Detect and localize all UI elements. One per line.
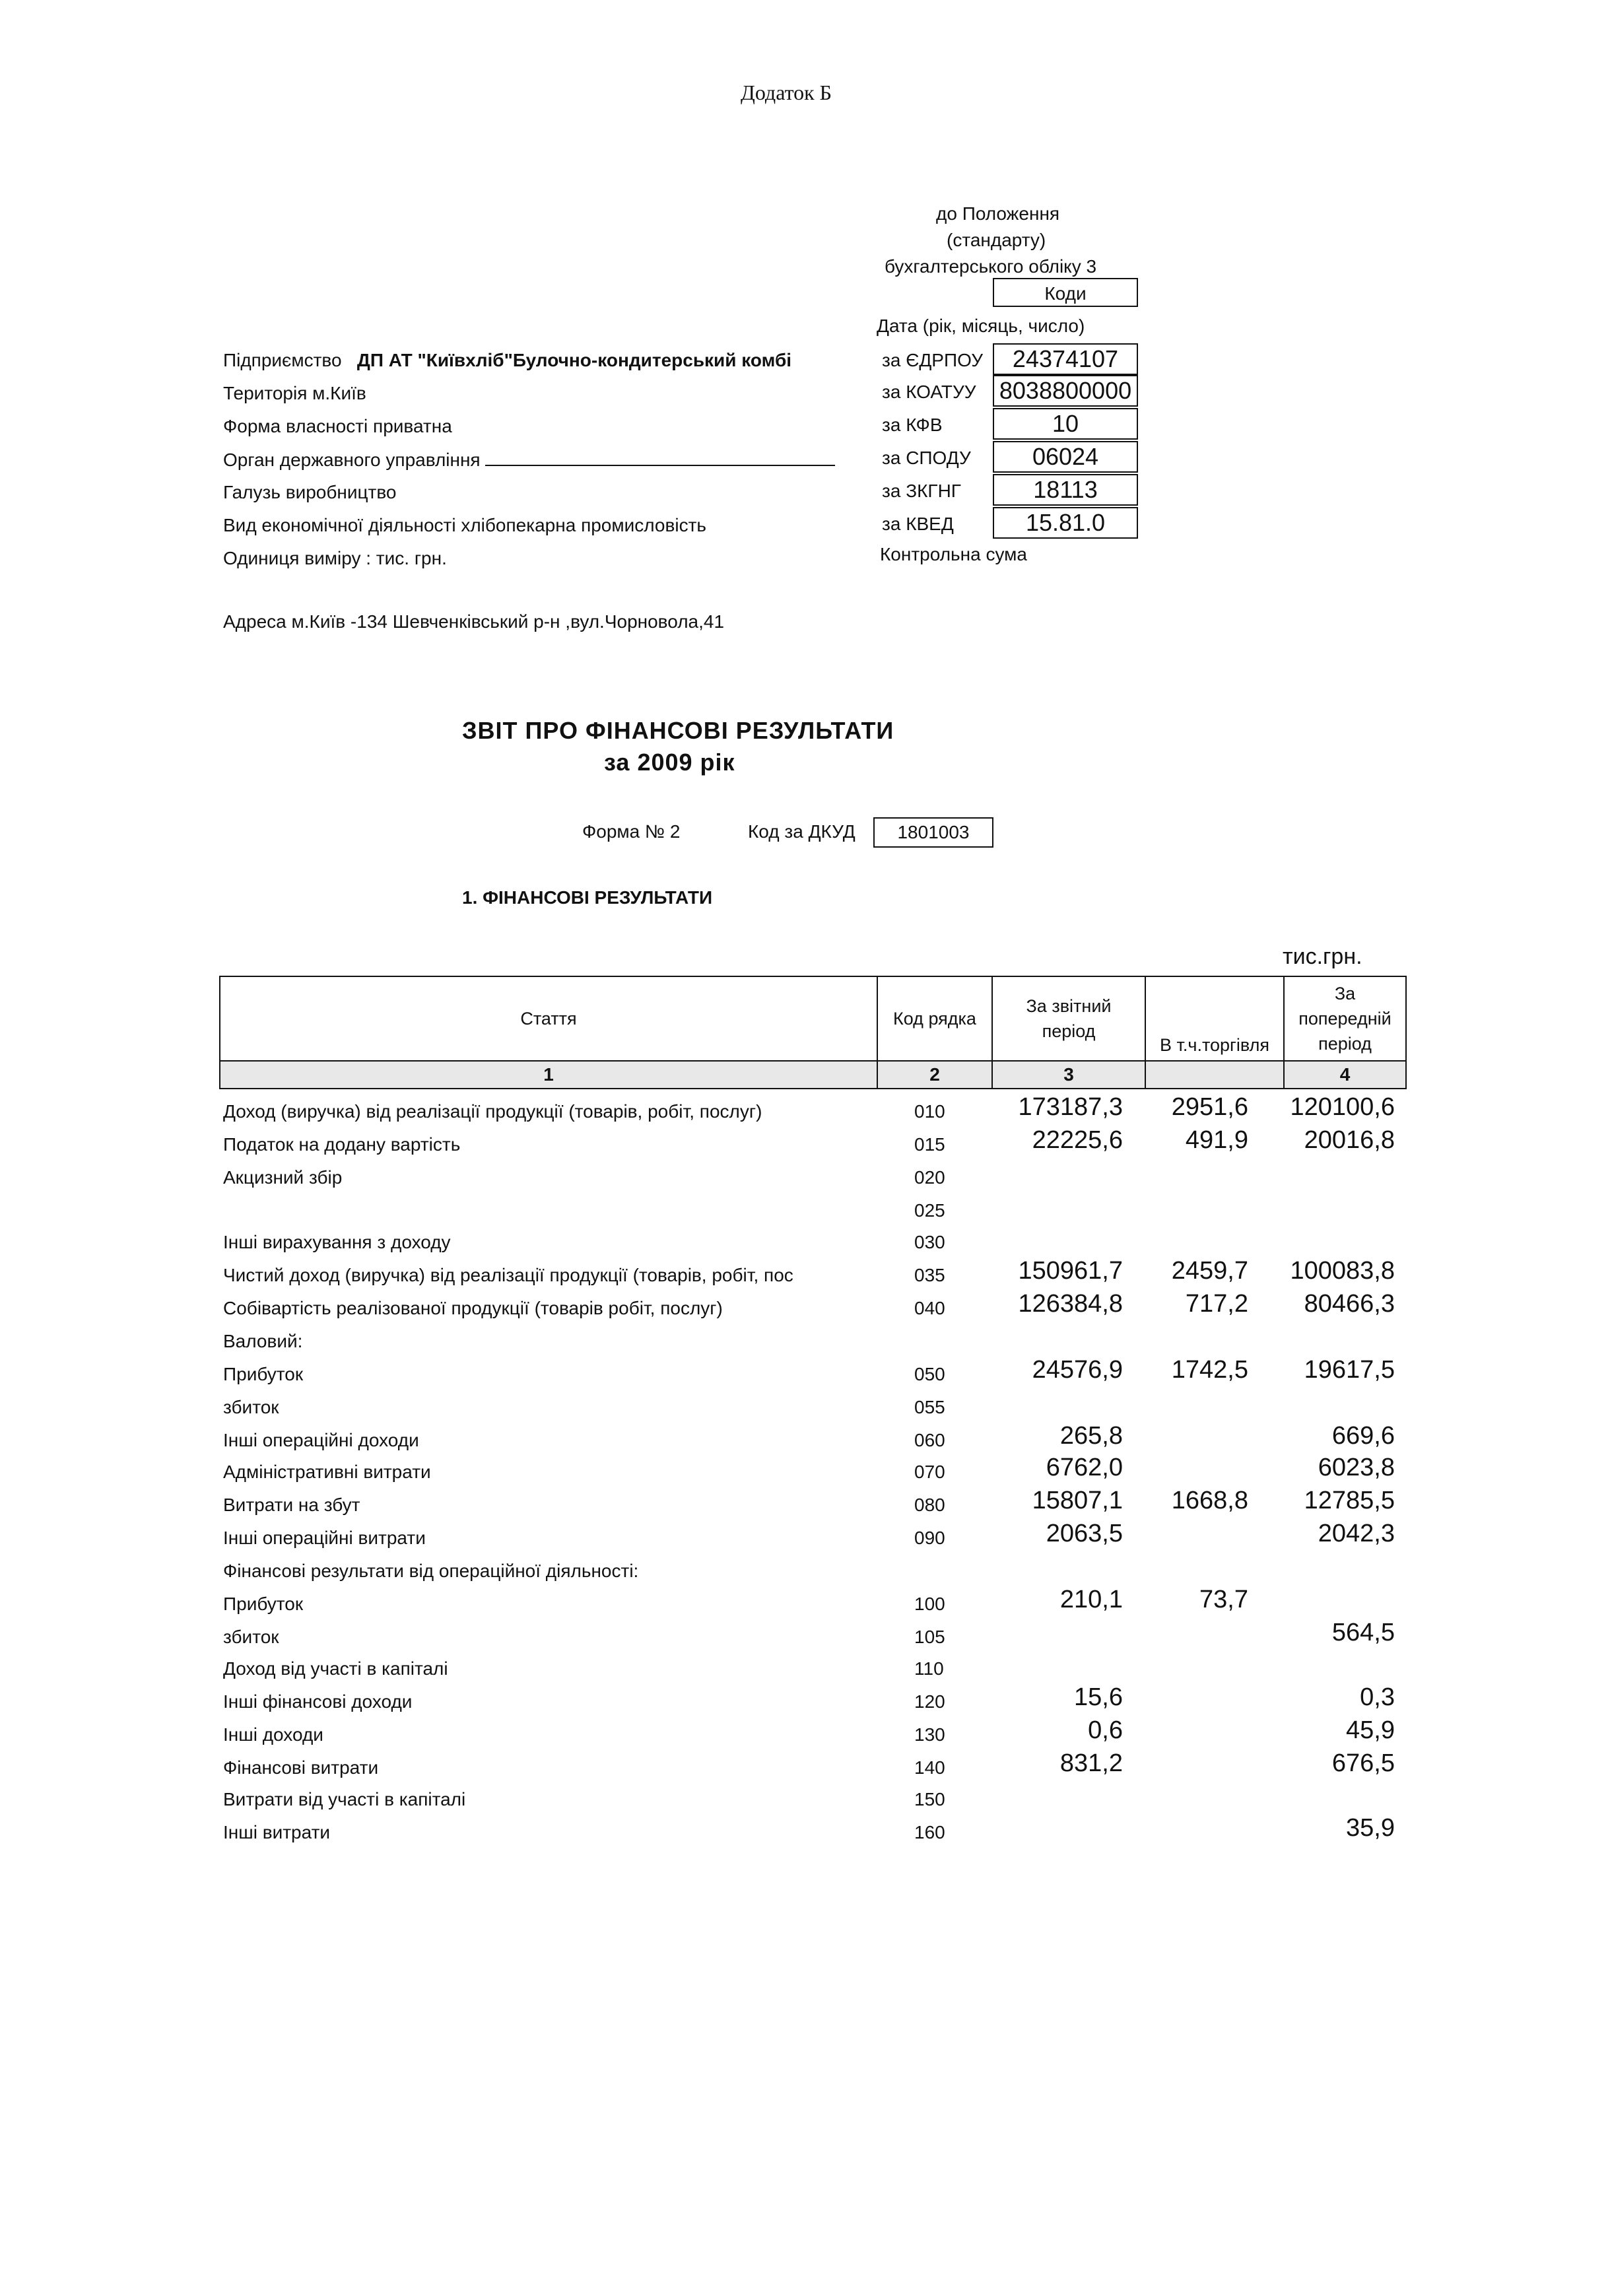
row-previous-value: 12785,5 <box>1304 1487 1395 1514</box>
activity-label: Вид економічної діяльності хлібопекарна промисловість <box>223 515 706 535</box>
zkgng-label: за ЗКГНГ <box>882 481 961 501</box>
row-previous-value: 2042,3 <box>1318 1520 1395 1547</box>
ownership-label: Форма власності приватна <box>223 416 452 436</box>
row-label: Витрати на збут <box>223 1495 360 1515</box>
unit-label: Одиниця виміру : тис. грн. <box>223 548 447 568</box>
row-previous-value: 120100,6 <box>1290 1093 1395 1121</box>
dkud-code: 1801003 <box>873 817 993 848</box>
row-code: 140 <box>914 1757 945 1778</box>
enterprise-label: Підприємство <box>223 350 342 370</box>
row-previous-value: 669,6 <box>1331 1422 1395 1450</box>
row-trade-value: 1742,5 <box>1171 1356 1248 1384</box>
row-reporting-value: 831,2 <box>1059 1749 1123 1777</box>
row-previous-value: 564,5 <box>1331 1619 1395 1646</box>
row-previous-value: 0,3 <box>1360 1683 1395 1711</box>
row-code: 050 <box>914 1364 945 1384</box>
row-label: Валовий: <box>223 1331 303 1351</box>
enterprise-row <box>223 350 791 371</box>
row-label: Інші вирахування з доходу <box>223 1232 451 1252</box>
row-code: 025 <box>914 1200 945 1221</box>
section-title: 1. ФІНАНСОВІ РЕЗУЛЬТАТИ <box>462 887 713 908</box>
row-label: Прибуток <box>223 1364 304 1384</box>
report-period: за 2009 рік <box>604 749 735 776</box>
row-label: Інші фінансові доходи <box>223 1691 413 1712</box>
row-reporting-value: 126384,8 <box>1018 1290 1123 1318</box>
form-label: Форма № 2 <box>582 821 681 842</box>
row-code: 070 <box>914 1462 945 1482</box>
row-label: Собівартість реалізованої продукції (товарів робіт, послуг) <box>223 1298 723 1318</box>
row-label: Прибуток <box>223 1594 304 1614</box>
kved-label: за КВЕД <box>882 514 954 534</box>
territory-label: Територія м.Київ <box>223 383 366 403</box>
koatuu-label: за КОАТУУ <box>882 382 976 402</box>
column-number-row <box>219 1060 1407 1089</box>
dkud-label: Код за ДКУД <box>748 821 855 842</box>
address: Адреса м.Київ -134 Шевченківський р-н ,вул.Чорновола,41 <box>223 611 725 632</box>
units-note: тис.грн. <box>1283 944 1362 969</box>
regulation-line-3: бухгалтерського обліку 3 <box>885 256 1097 277</box>
row-label: Інші витрати <box>223 1822 331 1842</box>
row-reporting-value: 265,8 <box>1059 1422 1123 1450</box>
header-reporting: За звітний період <box>993 977 1146 1060</box>
date-label: Дата (рік, місяць, число) <box>877 316 1085 336</box>
column-number-1: 1 <box>220 1062 878 1088</box>
zkgng-code: 18113 <box>993 474 1138 506</box>
row-trade-value: 491,9 <box>1185 1126 1248 1154</box>
column-number-trade <box>1146 1062 1285 1088</box>
row-code: 055 <box>914 1397 945 1417</box>
regulation-line-1: до Положення <box>936 203 1060 224</box>
row-previous-value: 35,9 <box>1346 1814 1395 1842</box>
row-reporting-value: 150961,7 <box>1018 1257 1123 1285</box>
row-previous-value: 676,5 <box>1331 1749 1395 1777</box>
codes-header: Коди <box>993 278 1138 307</box>
edrpou-label: за ЄДРПОУ <box>882 350 984 370</box>
row-reporting-value: 210,1 <box>1059 1586 1123 1613</box>
row-code: 110 <box>914 1658 944 1679</box>
spodu-code: 06024 <box>993 441 1138 473</box>
row-code: 020 <box>914 1167 945 1188</box>
row-code: 040 <box>914 1298 945 1318</box>
row-reporting-value: 24576,9 <box>1032 1356 1123 1384</box>
row-trade-value: 2459,7 <box>1171 1257 1248 1285</box>
row-label: Акцизний збір <box>223 1167 343 1188</box>
row-code: 150 <box>914 1789 945 1809</box>
row-label: Податок на додану вартість <box>223 1134 461 1155</box>
regulation-line-2: (стандарту) <box>947 230 1046 250</box>
row-label: Чистий доход (виручка) від реалізації продукції (товарів, робіт, пос <box>223 1265 793 1285</box>
row-code: 035 <box>914 1265 945 1285</box>
row-code: 015 <box>914 1134 945 1155</box>
kved-code: 15.81.0 <box>993 507 1138 539</box>
row-code: 080 <box>914 1495 945 1515</box>
appendix-label: Додаток Б <box>741 81 832 104</box>
row-label: збиток <box>223 1397 279 1417</box>
kfv-label: за КФВ <box>882 415 943 435</box>
enterprise-name: ДП АТ "Київхліб"Булочно-кондитерський комбі <box>356 350 792 370</box>
row-previous-value: 100083,8 <box>1290 1257 1395 1285</box>
row-label: Доход (виручка) від реалізації продукції (товарів, робіт, послуг) <box>223 1101 762 1122</box>
row-reporting-value: 15,6 <box>1074 1683 1123 1711</box>
row-previous-value: 80466,3 <box>1304 1290 1395 1318</box>
row-trade-value: 717,2 <box>1185 1290 1248 1318</box>
row-previous-value: 6023,8 <box>1318 1454 1395 1481</box>
column-number-4: 4 <box>1339 1064 1351 1085</box>
authority-row <box>223 449 835 471</box>
edrpou-code: 24374107 <box>993 343 1138 375</box>
row-trade-value: 2951,6 <box>1171 1093 1248 1121</box>
header-previous: За попередній період <box>1298 984 1392 1054</box>
header-trade: В т.ч.торгівля <box>1146 977 1285 1060</box>
spodu-label: за СПОДУ <box>882 448 971 468</box>
row-code: 105 <box>914 1627 945 1647</box>
row-reporting-value: 2063,5 <box>1046 1520 1123 1547</box>
row-reporting-value: 173187,3 <box>1018 1093 1123 1121</box>
authority-label: Орган державного управління <box>223 450 481 470</box>
row-reporting-value: 0,6 <box>1088 1716 1123 1744</box>
row-code: 100 <box>914 1594 945 1614</box>
row-code: 030 <box>914 1232 945 1252</box>
row-label: Інші операційні доходи <box>223 1430 419 1450</box>
header-article: Стаття <box>220 977 878 1060</box>
industry-label: Галузь виробництво <box>223 482 397 502</box>
table-header <box>219 976 1407 1062</box>
row-label: Фінансові результати від операційної діяльності: <box>223 1561 639 1581</box>
checksum-label: Контрольна сума <box>880 544 1027 564</box>
row-trade-value: 73,7 <box>1199 1586 1248 1613</box>
column-number-2: 2 <box>878 1062 993 1088</box>
authority-field <box>485 449 835 466</box>
row-code: 130 <box>914 1724 945 1745</box>
row-previous-value: 19617,5 <box>1304 1356 1395 1384</box>
row-previous-value: 20016,8 <box>1304 1126 1395 1154</box>
column-number-3: 3 <box>993 1062 1146 1088</box>
row-reporting-value: 22225,6 <box>1032 1126 1123 1154</box>
row-previous-value: 45,9 <box>1346 1716 1395 1744</box>
row-label: Витрати від участі в капіталі <box>223 1789 466 1809</box>
row-reporting-value: 15807,1 <box>1032 1487 1123 1514</box>
kfv-code: 10 <box>993 408 1138 440</box>
report-title: ЗВІТ ПРО ФІНАНСОВІ РЕЗУЛЬТАТИ <box>462 717 894 744</box>
row-trade-value: 1668,8 <box>1171 1487 1248 1514</box>
row-label: Адміністративні витрати <box>223 1462 431 1482</box>
row-label: Доход від участі в капіталі <box>223 1658 448 1679</box>
header-row-code: Код рядка <box>878 977 993 1060</box>
row-reporting-value: 6762,0 <box>1046 1454 1123 1481</box>
row-code: 090 <box>914 1528 945 1548</box>
row-code: 010 <box>914 1101 945 1122</box>
row-code: 160 <box>914 1822 945 1842</box>
row-label: Інші операційні витрати <box>223 1528 426 1548</box>
row-code: 120 <box>914 1691 945 1712</box>
row-label: збиток <box>223 1627 279 1647</box>
koatuu-code: 8038800000 <box>993 375 1138 407</box>
row-label: Інші доходи <box>223 1724 323 1745</box>
row-code: 060 <box>914 1430 945 1450</box>
row-label: Фінансові витрати <box>223 1757 379 1778</box>
